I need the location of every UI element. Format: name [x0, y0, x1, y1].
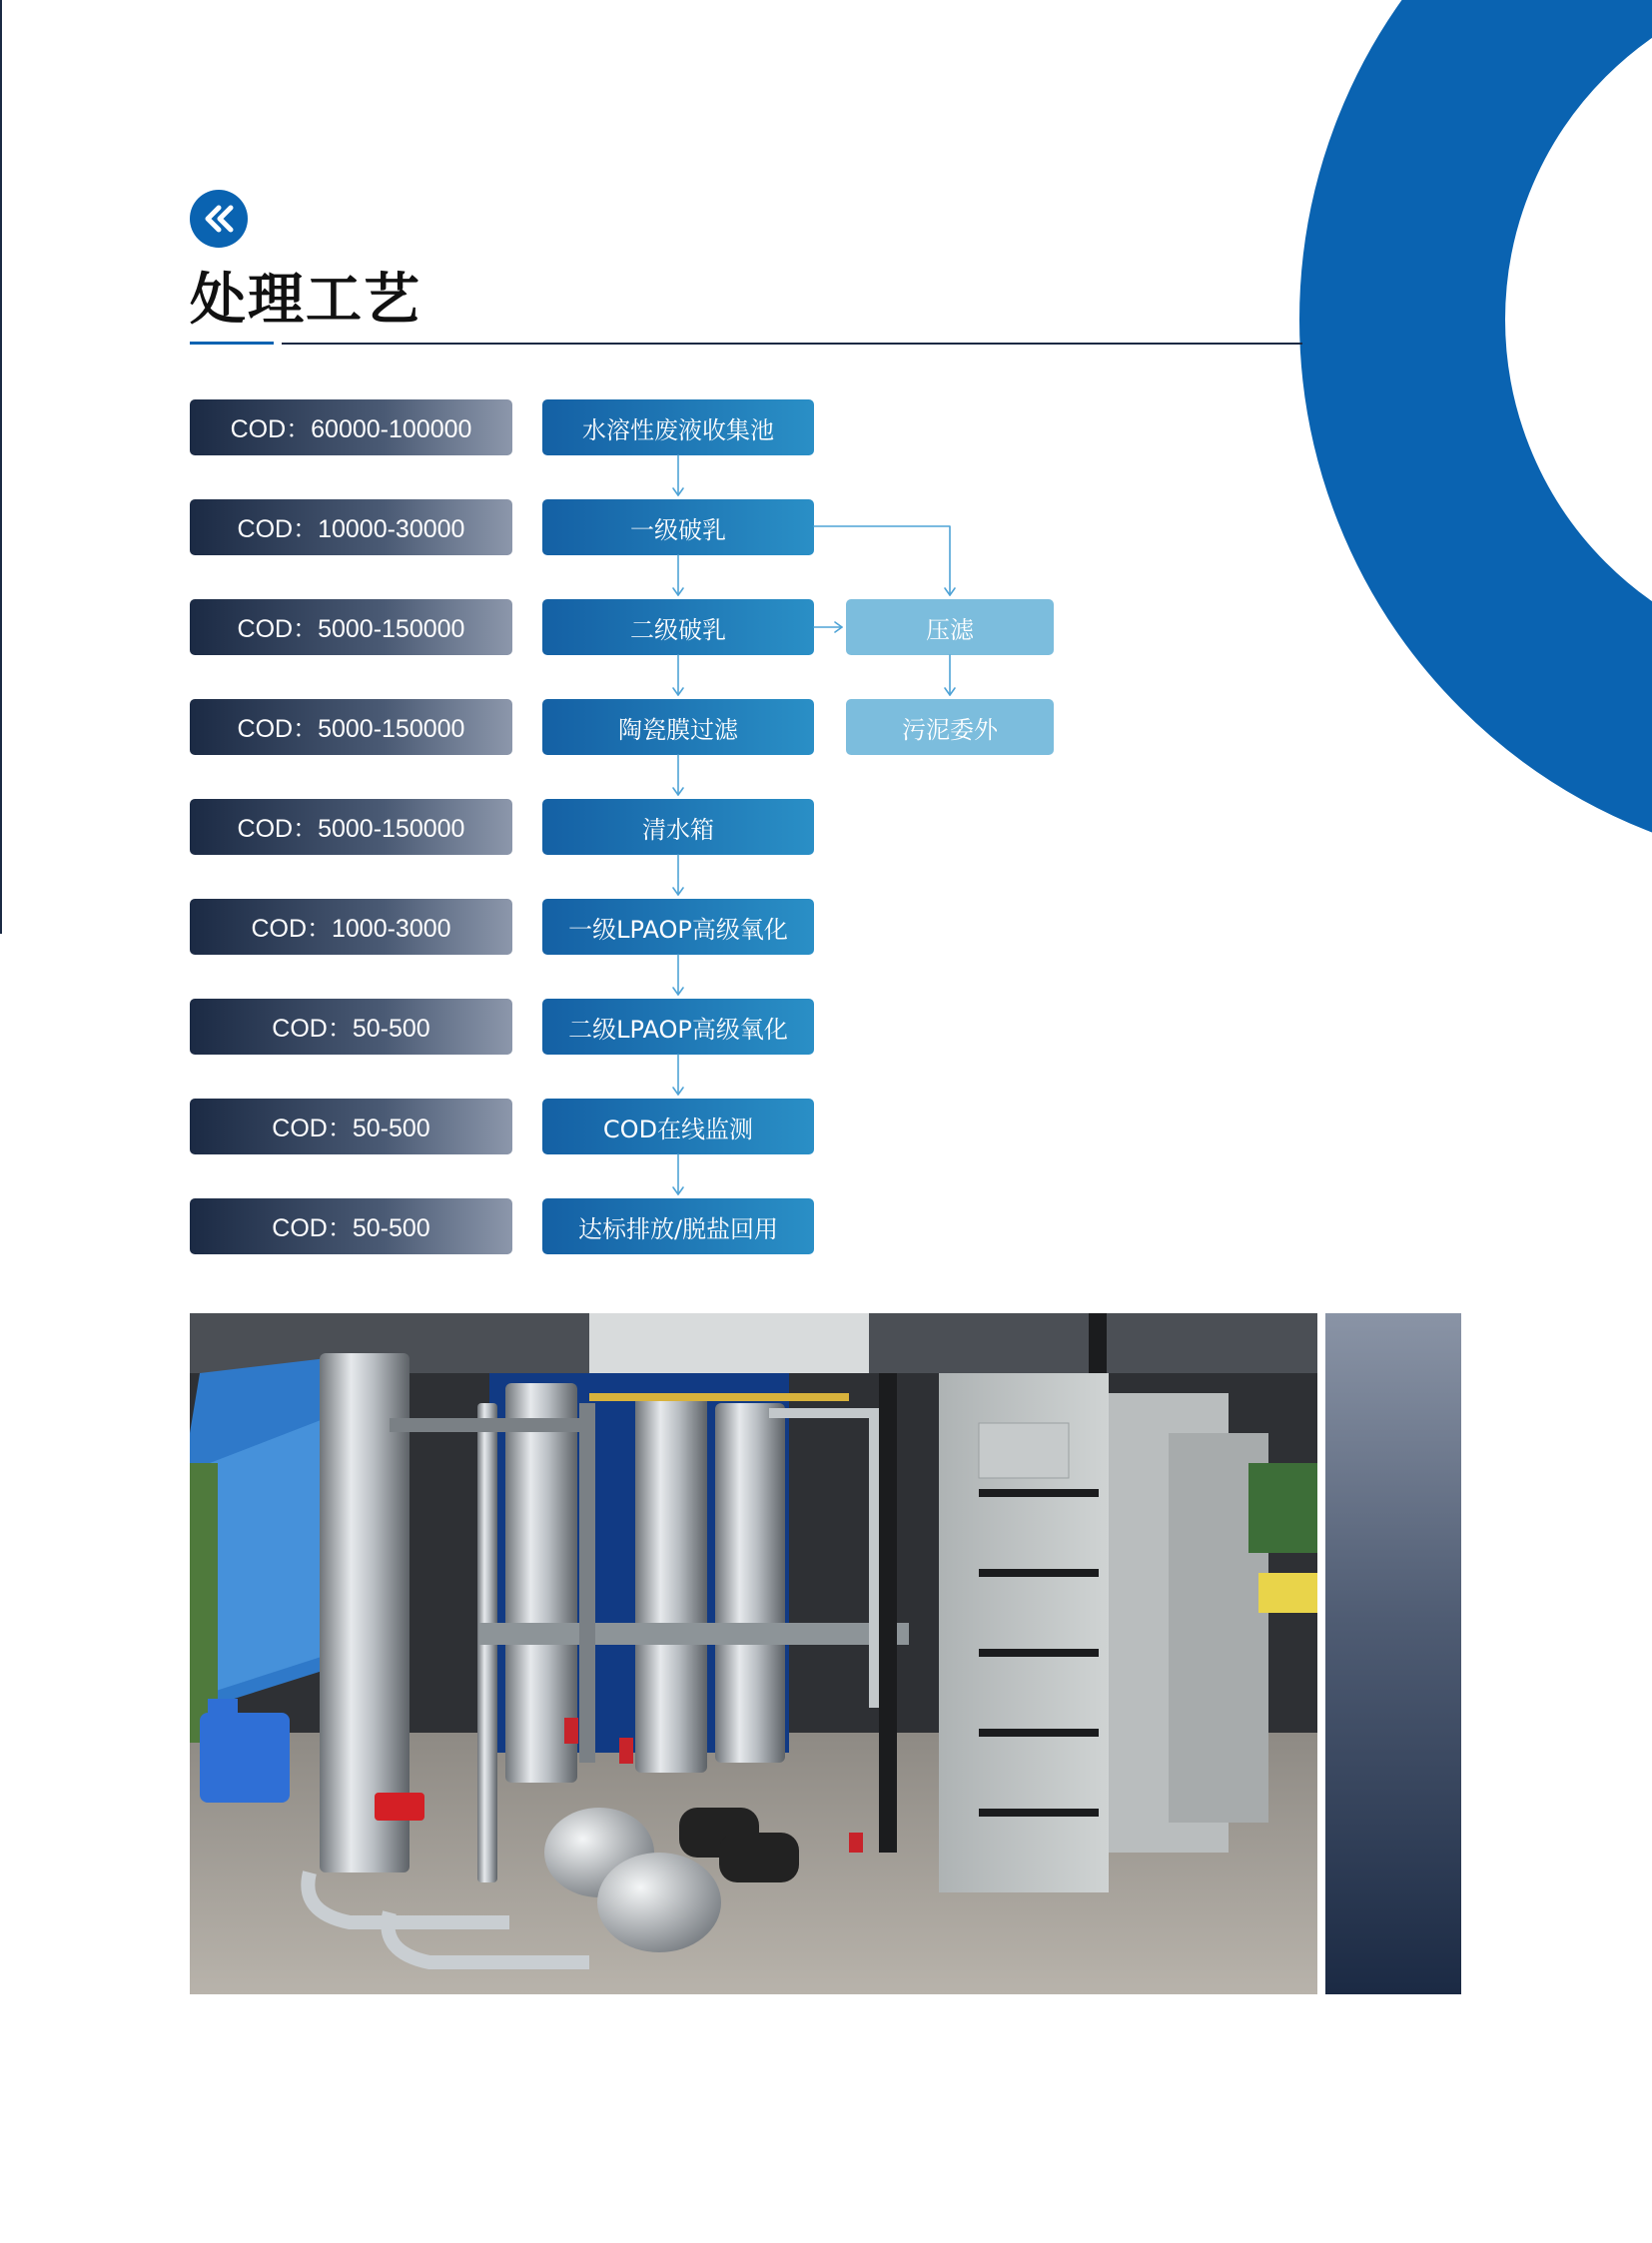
photo-side-panel: [1325, 1313, 1461, 1994]
title-underline: [282, 343, 1302, 345]
process-step-discharge: 达标排放/脱盐回用: [542, 1198, 814, 1254]
branch-filter-press: 压滤: [846, 599, 1054, 655]
process-step-clean-water-tank: 清水箱: [542, 799, 814, 855]
cod-level-7: COD：50-500: [190, 999, 512, 1055]
cod-level-6: COD：1000-3000: [190, 899, 512, 955]
left-edge-rule: [0, 0, 2, 934]
decorative-blue-ring: [1299, 0, 1652, 869]
page-title: 处理工艺: [190, 268, 421, 333]
title-underline-accent: [190, 342, 274, 345]
cod-level-1: COD：60000-100000: [190, 399, 512, 455]
cod-level-5: COD：5000-150000: [190, 799, 512, 855]
process-step-collection-tank: 水溶性废液收集池: [542, 399, 814, 455]
process-step-secondary-demulsification: 二级破乳: [542, 599, 814, 655]
cod-level-3: COD：5000-150000: [190, 599, 512, 655]
cod-level-9: COD：50-500: [190, 1198, 512, 1254]
process-step-lpaop-2: 二级LPAOP高级氧化: [542, 999, 814, 1055]
process-step-primary-demulsification: 一级破乳: [542, 499, 814, 555]
branch-sludge-outsourcing: 污泥委外: [846, 699, 1054, 755]
double-chevron-left-icon: [190, 190, 248, 248]
cod-level-8: COD：50-500: [190, 1099, 512, 1154]
cod-level-2: COD：10000-30000: [190, 499, 512, 555]
process-step-cod-monitoring: COD在线监测: [542, 1099, 814, 1154]
process-step-lpaop-1: 一级LPAOP高级氧化: [542, 899, 814, 955]
equipment-photo: [190, 1313, 1317, 1994]
cod-level-4: COD：5000-150000: [190, 699, 512, 755]
process-step-ceramic-membrane: 陶瓷膜过滤: [542, 699, 814, 755]
